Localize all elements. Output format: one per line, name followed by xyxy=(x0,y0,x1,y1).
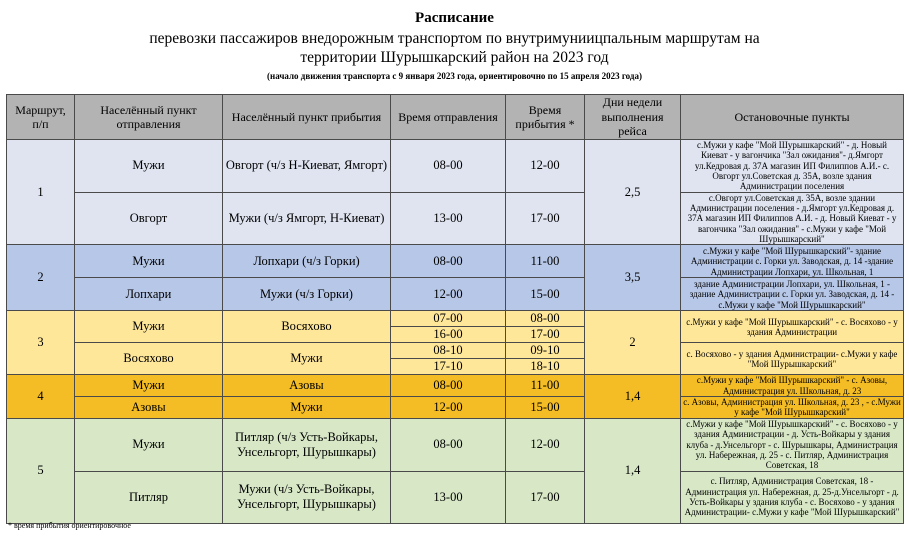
to-cell: Азовы xyxy=(223,375,391,397)
days-cell: 2,5 xyxy=(585,140,681,245)
departure-cell: 08-00 xyxy=(391,418,506,471)
departure-cell: 08-10 xyxy=(391,343,506,359)
arrival-cell: 09-10 xyxy=(506,343,585,359)
period-note: (начало движения транспорта с 9 января 2023 года, ориентировочно по 15 апреля 2023 года) xyxy=(267,71,642,81)
table-row xyxy=(7,140,904,193)
col-stops: Остановочные пункты xyxy=(681,95,904,140)
from-cell: Восяхово xyxy=(75,343,223,375)
stops-cell: с.Овгорт ул.Советская д. 35А, возле здании Администрации поселения - д.Ямгорт ул.Кедровая д. 37А магазин ИП Филиппов А.И. - д. Новый Киеват - у вагончика "Зал ожидания" - с.Мужи у кафе "Мой Шурышкарский" xyxy=(681,192,904,245)
from-cell: Мужи xyxy=(75,375,223,397)
route-number: 2 xyxy=(7,245,75,311)
to-cell: Лопхари (ч/з Горки) xyxy=(223,245,391,278)
departure-cell: 08-00 xyxy=(391,375,506,397)
col-departure: Время отправления xyxy=(391,95,506,140)
stops-cell: с. Питляр, Администрация Советская, 18 - Администрация ул. Набережная, д. 25-д.Унсельгорт - д. Усть-Войкары у здания клуба - с. Восяхово - у здания Администрации- с.Мужи у кафе "Мой Шурышкарский" xyxy=(681,471,904,523)
col-to: Населённый пункт прибытия xyxy=(223,95,391,140)
arrival-cell: 15-00 xyxy=(506,397,585,419)
table-row xyxy=(7,311,904,327)
arrival-cell: 17-00 xyxy=(506,192,585,245)
from-cell: Питляр xyxy=(75,471,223,523)
from-cell: Мужи xyxy=(75,311,223,343)
page-title: Расписание xyxy=(415,10,494,26)
to-cell: Питляр (ч/з Усть-Войкары, Унсельгорт, Шурышкары) xyxy=(223,418,391,471)
to-cell: Овгорт (ч/з Н-Киеват, Ямгорт) xyxy=(223,140,391,193)
stops-cell: с. Азовы, Администрация ул. Школьная, д. 23 , - с.Мужи у кафе "Мой Шурышкарский" xyxy=(681,397,904,419)
departure-cell: 17-10 xyxy=(391,359,506,375)
col-days: Дни недели выполнения рейса xyxy=(585,95,681,140)
table-row xyxy=(7,471,904,523)
from-cell: Мужи xyxy=(75,418,223,471)
subtitle-line-1: перевозки пассажиров внедорожным транспортом по внутримуниицпальным маршрутам на xyxy=(149,30,760,47)
from-cell: Мужи xyxy=(75,245,223,278)
arrival-cell: 15-00 xyxy=(506,278,585,311)
route-number: 3 xyxy=(7,311,75,375)
from-cell: Овгорт xyxy=(75,192,223,245)
days-cell: 2 xyxy=(585,311,681,375)
stops-cell: с.Мужи у кафе "Мой Шурышкарский" - с. Восяхово - у здания Администрации - д. Усть-Войкары у здания клуба - д.Унсельгорт - с. Шурышкары, Администрация ул. Набережная, д. 25 - с. Питляр, Администрация Советская, 18 xyxy=(681,418,904,471)
from-cell: Лопхари xyxy=(75,278,223,311)
departure-cell: 12-00 xyxy=(391,278,506,311)
stops-cell: здание Администрации Лопхари, ул. Школьная, 1 - здание Администрации с. Горки ул. Заводская, д. 14 - с.Мужи у кафе "Мой Шурышкарский" xyxy=(681,278,904,311)
to-cell: Мужи xyxy=(223,343,391,375)
departure-cell: 16-00 xyxy=(391,327,506,343)
route-number: 5 xyxy=(7,418,75,523)
table-row xyxy=(7,192,904,245)
stops-cell: с.Мужи у кафе "Мой Шурышкарский" - с. Восяхово - у здания Администрации xyxy=(681,311,904,343)
table-row xyxy=(7,397,904,419)
days-cell: 1,4 xyxy=(585,418,681,523)
arrival-cell: 12-00 xyxy=(506,140,585,193)
table-row xyxy=(7,245,904,278)
days-cell: 3,5 xyxy=(585,245,681,311)
departure-cell: 08-00 xyxy=(391,245,506,278)
table-row xyxy=(7,418,904,471)
route-number: 4 xyxy=(7,375,75,418)
arrival-cell: 18-10 xyxy=(506,359,585,375)
to-cell: Мужи (ч/з Горки) xyxy=(223,278,391,311)
to-cell: Восяхово xyxy=(223,311,391,343)
arrival-cell: 11-00 xyxy=(506,375,585,397)
schedule-table xyxy=(6,94,904,524)
table-row xyxy=(7,278,904,311)
departure-cell: 12-00 xyxy=(391,397,506,419)
route-number: 1 xyxy=(7,140,75,245)
arrival-cell: 17-00 xyxy=(506,327,585,343)
to-cell: Мужи xyxy=(223,397,391,419)
from-cell: Азовы xyxy=(75,397,223,419)
to-cell: Мужи (ч/з Усть-Войкары, Унсельгорт, Шурышкары) xyxy=(223,471,391,523)
departure-cell: 13-00 xyxy=(391,192,506,245)
subtitle-line-2: территории Шурышкарский район на 2023 год xyxy=(300,49,609,66)
departure-cell: 07-00 xyxy=(391,311,506,327)
arrival-cell: 11-00 xyxy=(506,245,585,278)
days-cell: 1,4 xyxy=(585,375,681,418)
table-header-row xyxy=(7,95,904,140)
arrival-cell: 12-00 xyxy=(506,418,585,471)
stops-cell: с.Мужи у кафе "Мой Шурышкарский" - с. Азовы, Администрация ул. Школьная, д. 23 xyxy=(681,375,904,397)
footnote: * время прибытия ориентировочное xyxy=(8,521,131,530)
table-row xyxy=(7,343,904,359)
col-from: Населённый пункт отправления xyxy=(75,95,223,140)
col-route: Маршрут, п/п xyxy=(7,95,75,140)
stops-cell: с.Мужи у кафе "Мой Шурышкарский" - д. Новый Киеват - у вагончика "Зал ожидания"- д.Ямгорт ул.Кедровая д. 37А магазин ИП Филиппов А.И.- с. Овгорт ул.Советская д. 35А, возле здания Администрации поселения xyxy=(681,140,904,193)
arrival-cell: 17-00 xyxy=(506,471,585,523)
to-cell: Мужи (ч/з Ямгорт, Н-Киеват) xyxy=(223,192,391,245)
from-cell: Мужи xyxy=(75,140,223,193)
stops-cell: с.Мужи у кафе "Мой Шурышкарский"- здание Администрации с. Горки ул. Заводская, д. 14 -здание Администрации Лопхари, ул. Школьная, 1 xyxy=(681,245,904,278)
arrival-cell: 08-00 xyxy=(506,311,585,327)
departure-cell: 08-00 xyxy=(391,140,506,193)
stops-cell: с. Восяхово - у здания Администрации- с.Мужи у кафе "Мой Шурышкарский" xyxy=(681,343,904,375)
col-arrival: Время прибытия * xyxy=(506,95,585,140)
table-row xyxy=(7,375,904,397)
departure-cell: 13-00 xyxy=(391,471,506,523)
